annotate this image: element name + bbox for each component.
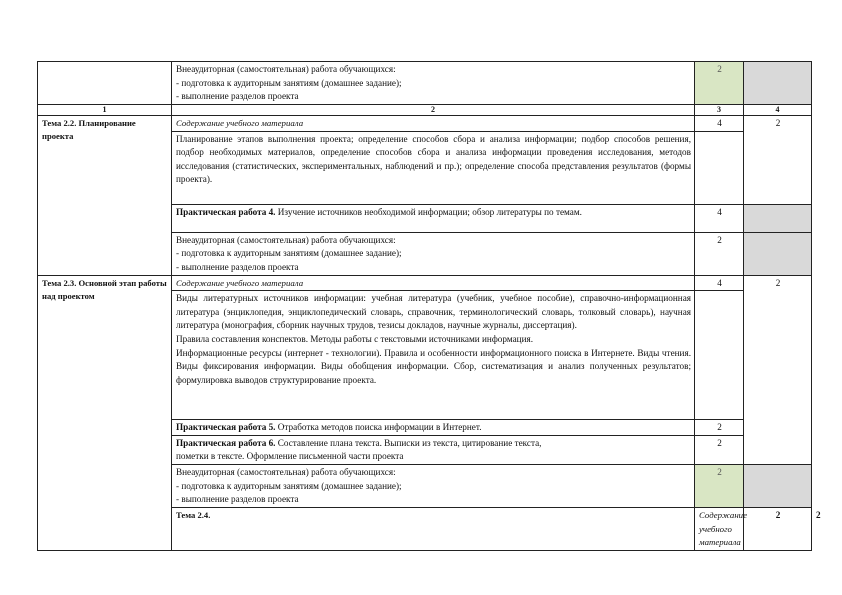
self-work-cell: [172, 464, 695, 507]
table-row: [38, 116, 812, 132]
hours-cell: 4: [695, 204, 744, 232]
topic-title: Тема 2.3. Основной этап работы над проектом: [38, 275, 172, 550]
content-paragraph: Виды литературных источников информации: учебная литература (учебник, учебное пособие), справочно-информационная литература (энциклопедия, энциклопедический словарь, справочник, терминологический словарь, толковый словарь), научная литература (монография, сборник научных трудов, тезисы докладов, научные журналы, диссертация).: [176, 293, 691, 331]
self-work-line: - выполнение разделов проекта: [176, 91, 299, 102]
self-work-line: Внеаудиторная (самостоятельная) работа обучающихся:: [176, 234, 396, 245]
practice-text: пометки в тексте. Оформление письменной части проекта: [176, 451, 404, 462]
practice-text: Изучение источников необходимой информации; обзор литературы по темам.: [275, 206, 582, 217]
column-number: 2: [172, 105, 695, 116]
level-cell: 2: [744, 275, 812, 464]
content-text: Планирование этапов выполнения проекта; определение способов сбора и анализа информации; подбор способов решения, подбор необходимых материалов, определение способов сбора и анализа информации проведения исследования, методов исследования (статистических, экспериментальных, наблюдений и пр.); определение способа представления результатов (формы проекта).: [172, 131, 695, 204]
content-label: Содержание учебного материала: [176, 277, 304, 288]
hours-cell-empty: [695, 291, 744, 420]
practice-title: Практическая работа 6.: [176, 437, 276, 448]
practice-cell: [172, 420, 695, 436]
table-row: [38, 62, 812, 105]
hours-cell: 2: [695, 420, 744, 436]
column-number: 4: [744, 105, 812, 116]
practice-title: Практическая работа 4.: [176, 206, 276, 217]
self-work-line: Внеаудиторная (самостоятельная) работа обучающихся:: [176, 466, 396, 477]
table-row: Тема 2.4. Содержание учебного материала 2 2: [38, 507, 812, 550]
content-text: [172, 291, 695, 420]
level-cell: 2: [744, 116, 812, 205]
self-work-cell: [172, 62, 695, 105]
topic-title: Тема 2.4.: [172, 507, 695, 550]
self-work-line: Внеаудиторная (самостоятельная) работа обучающихся:: [176, 64, 396, 74]
practice-text: Составление плана текста. Выписки из текста, цитирование текста,: [275, 437, 542, 448]
content-paragraph: Правила составления конспектов. Методы работы с текстовыми источниками информация.: [176, 333, 534, 344]
content-label: Содержание учебного материала: [176, 118, 304, 128]
content-label-cell: [172, 275, 695, 291]
self-work-line: - выполнение разделов проекта: [176, 261, 299, 272]
hours-cell: 4: [695, 275, 744, 291]
topic-cell-empty: [38, 62, 172, 105]
level-cell-shaded: [744, 204, 812, 232]
table-row: [38, 275, 812, 291]
column-number: 1: [38, 105, 172, 116]
curriculum-table: [37, 61, 821, 551]
topic-title: Тема 2.2. Планирование проекта: [38, 116, 172, 276]
self-work-cell: [172, 232, 695, 275]
hours-cell-empty: [695, 131, 744, 204]
level-cell-shaded: [744, 62, 812, 105]
hours-cell: 2: [695, 464, 744, 507]
hours-cell: 2: [744, 507, 812, 550]
practice-cell: [172, 435, 695, 464]
column-number: 3: [695, 105, 744, 116]
column-number-row: [38, 105, 812, 116]
practice-cell: [172, 204, 695, 232]
hours-cell: 2: [695, 435, 744, 464]
hours-cell: 2: [695, 62, 744, 105]
hours-cell: 4: [695, 116, 744, 132]
level-cell-shaded: [744, 232, 812, 275]
level-cell-shaded: [744, 464, 812, 507]
self-work-line: - подготовка к аудиторным занятиям (домашнее задание);: [176, 248, 402, 259]
content-label: Содержание учебного материала: [699, 509, 747, 548]
self-work-line: - подготовка к аудиторным занятиям (домашнее задание);: [176, 77, 402, 88]
self-work-line: - подготовка к аудиторным занятиям (домашнее задание);: [176, 480, 402, 491]
content-label-cell: [695, 507, 747, 550]
content-label-cell: [172, 116, 695, 132]
content-paragraph: Информационные ресурсы (интернет - технологии). Правила и особенности информационного поиска в Интернете. Виды чтения. Виды фиксирования информации. Виды обобщения информации. Сбор, систематизация и анализ полученных результатов; формулировка выводов структурирование проекта.: [176, 347, 691, 385]
practice-title: Практическая работа 5.: [176, 422, 276, 433]
practice-text: Отработка методов поиска информации в Интернет.: [275, 422, 482, 433]
hours-cell: 2: [695, 232, 744, 275]
self-work-line: - выполнение разделов проекта: [176, 494, 299, 505]
